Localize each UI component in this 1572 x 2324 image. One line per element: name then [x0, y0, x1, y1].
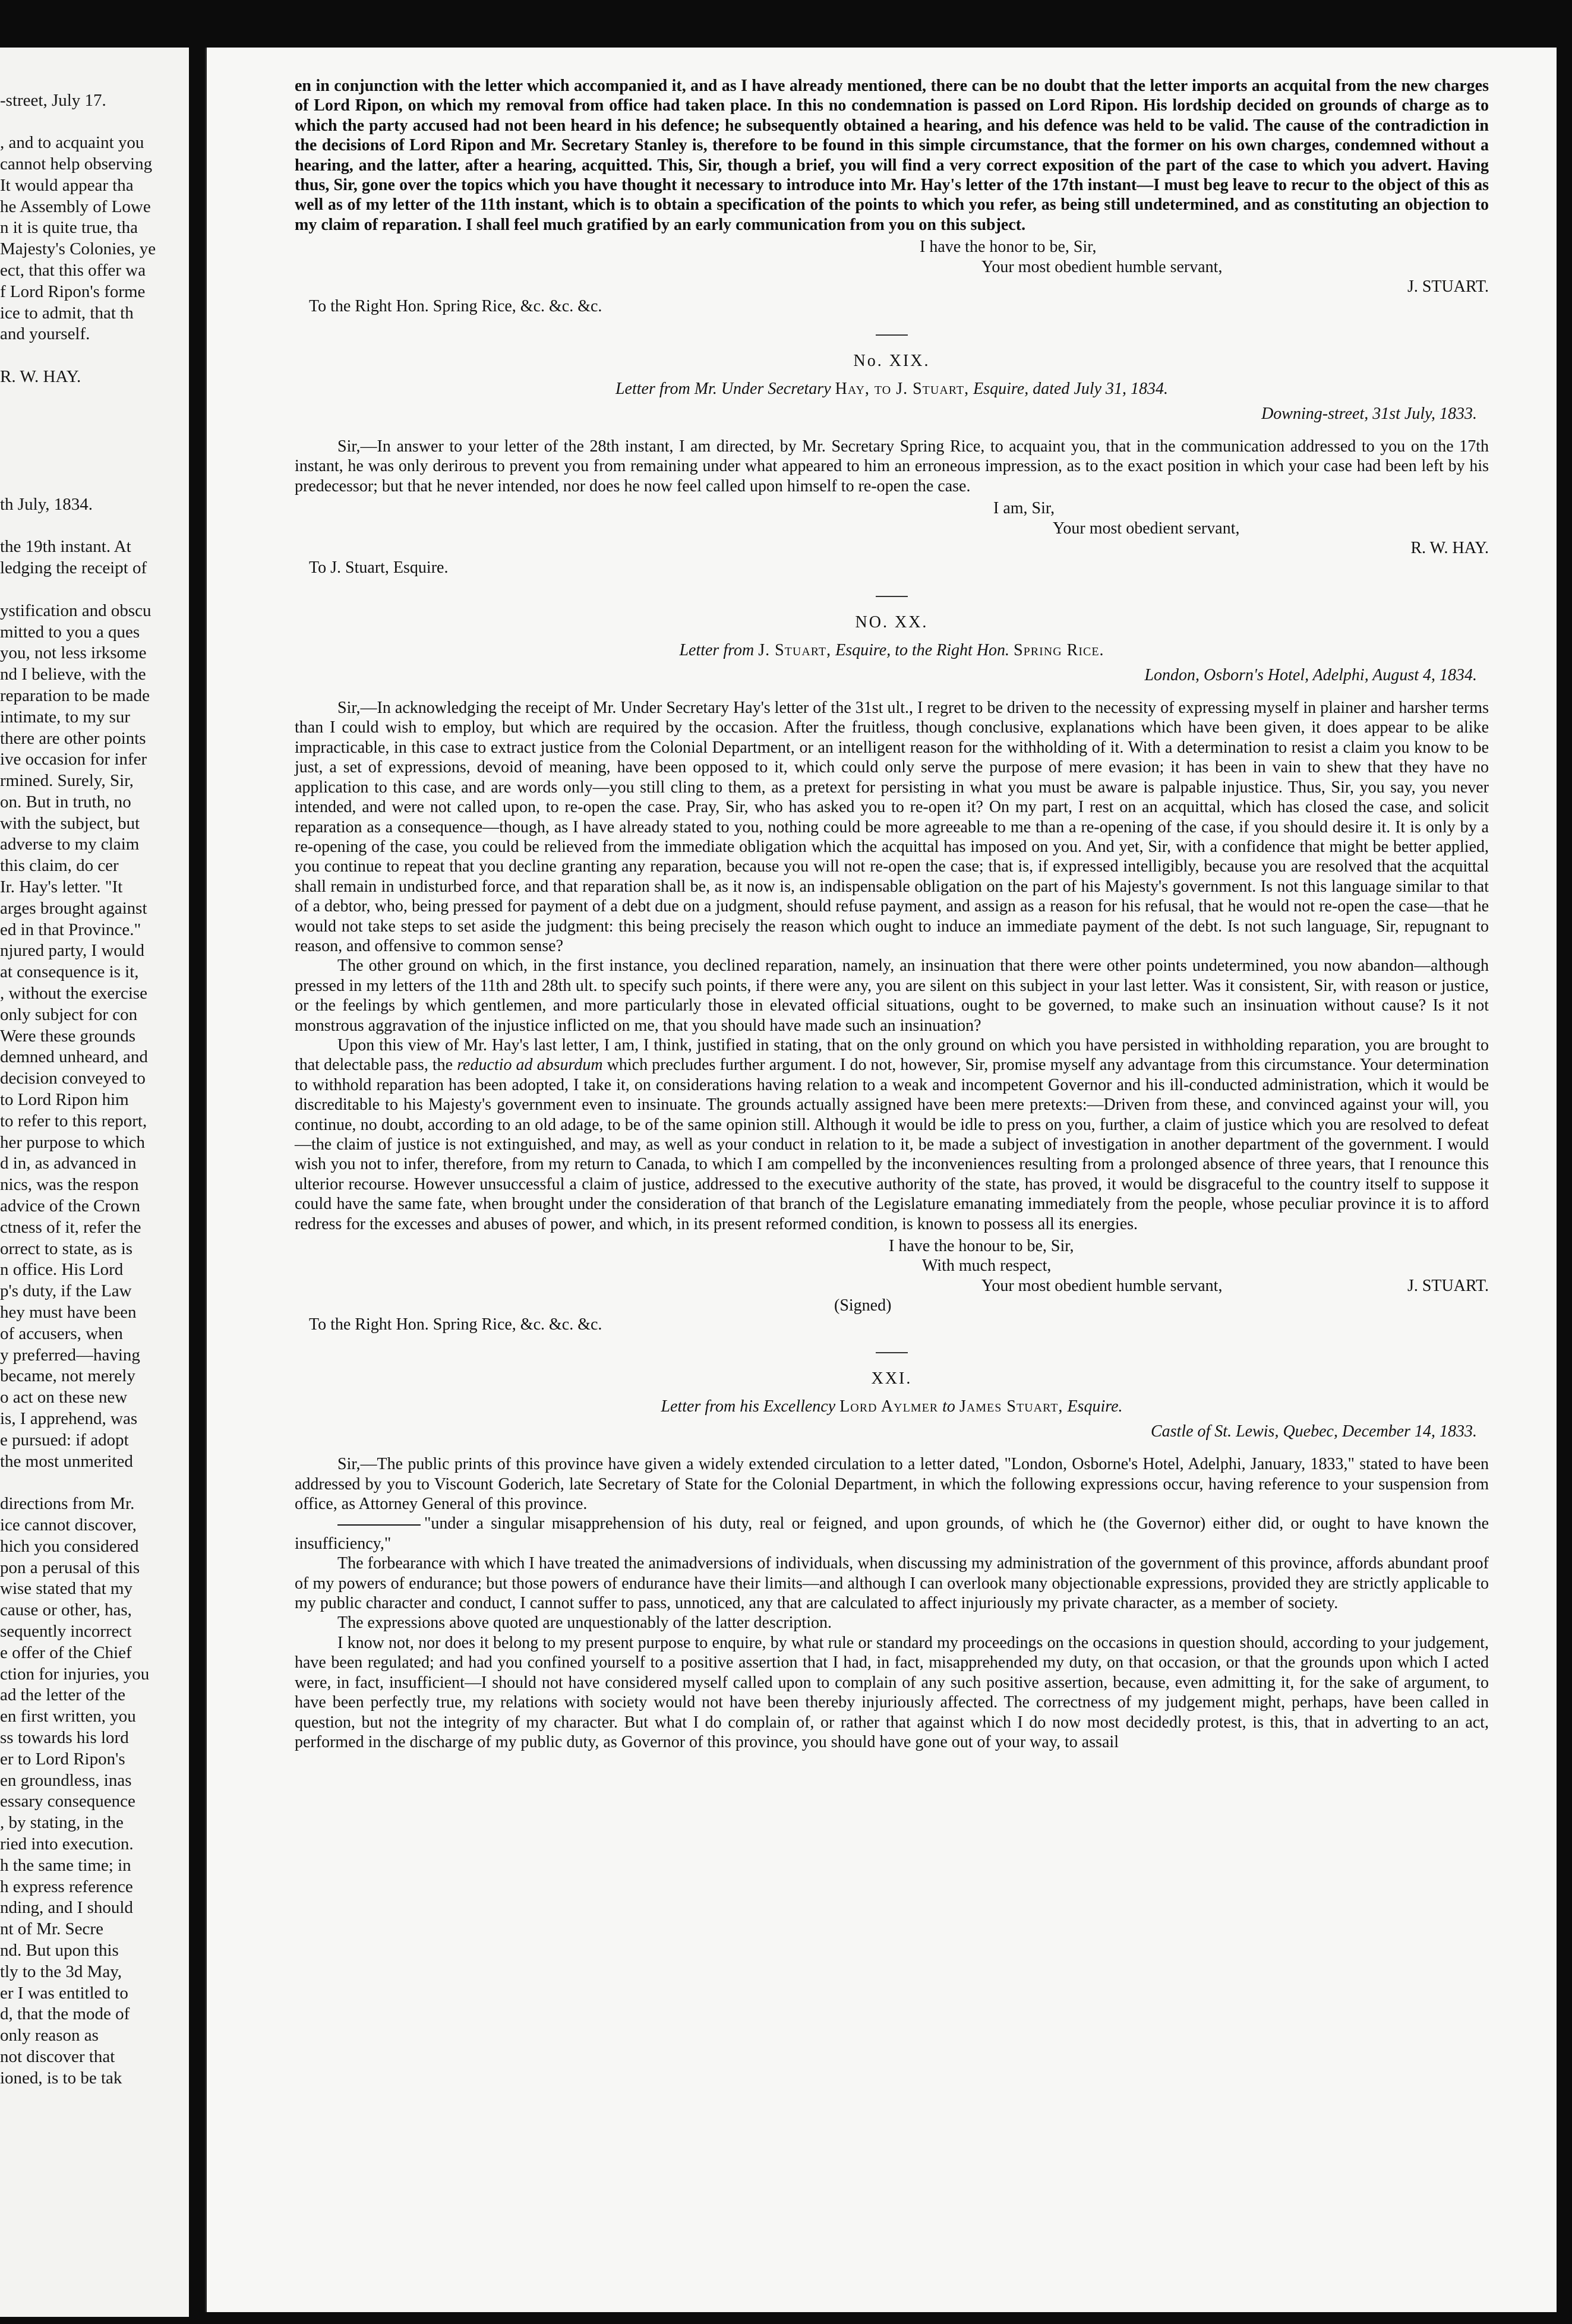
- facing-page-line: d in, as advanced in: [0, 1154, 137, 1173]
- facing-page-line: n it is quite true, tha: [0, 218, 138, 238]
- letter-paragraph: [295, 1514, 1489, 1553]
- letter-number: XXI.: [871, 1369, 913, 1388]
- closing-line: With much respect,: [922, 1256, 1052, 1275]
- facing-page-line: e pursued: if adopt: [0, 1430, 129, 1450]
- letter-number: NO. XX.: [855, 612, 929, 631]
- facing-page-line: cannot help observing: [0, 154, 153, 173]
- facing-page-line: [0, 473, 189, 494]
- letter-xx-closing: [295, 1236, 1489, 1316]
- facing-page-line: decision conveyed to: [0, 1069, 146, 1088]
- facing-page-line: nt of Mr. Secre: [0, 1919, 103, 1939]
- letter-xviii-closing: [295, 237, 1489, 296]
- facing-page-line: [0, 430, 189, 451]
- addressee: To the Right Hon. Spring Rice, &c. &c. &c.: [309, 297, 602, 316]
- facing-page-line: [0, 516, 189, 537]
- letter-number: No. XIX.: [853, 351, 930, 370]
- facing-page-line: nding, and I should: [0, 1898, 133, 1918]
- letter-heading: [295, 640, 1489, 660]
- facing-page-line: [0, 1472, 189, 1493]
- letter-xviii-final-paragraph: en in conjunction with the letter which accompanied it, and as I have already mentioned, there can be no doubt that the letter imports an acquital from the new charges of Lord Ripon, on which my removal from office had taken place. In this no condemnation is passed on Lord Ripon. His lordship decided on grounds of charge as to which the party accused had not been heard in his defence; he subsequently obtained a hearing, and his defence was held to be valid. The cause of the contradiction in the decisions of Lord Ripon and Mr. Secretary Stanley is, therefore to be found in this simple circumstance, that the former on his own charges, condemned without a hearing, and the latter, after a hearing, acquitted. This, Sir, though a brief, you will find a very correct exposition of the part of the case to which you advert. Having thus, Sir, gone over the topics which you have thought it necessary to introduce into Mr. Hay's letter of the 17th instant—I must beg leave to recur to the object of this as well as of my letter of the 11th instant, which is to obtain a specification of the points to which you refer, as being still undetermined, and as constituting an objection to my claim of reparation. I shall feel much gratified by an early communication from you on this subject.: [295, 77, 1489, 234]
- facing-page-line: rmined. Surely, Sir,: [0, 771, 134, 791]
- heading-names: Hay, to J. Stuart,: [835, 380, 970, 399]
- facing-page-line: , and to acquaint you: [0, 133, 144, 153]
- heading-text: Letter from his Excellency: [661, 1397, 836, 1416]
- letter-paragraph: Sir,—In acknowledging the receipt of Mr. Under Secretary Hay's letter of the 31st ult., I regret to be driven to the necessity of expressing myself in plainer and harsher terms than I could wish to employ, but which are required by the occasion. After the fruitless, though conclusive, explanations which have been given, it does appear to be alike impracticable, in this case to extract justice from the Colonial Department, or an intelligent reason for the withholding of it. With a determination to resist a claim you know to be just, a set of expressions, devoid of meaning, have been opposed to it, which could only serve the purpose of mere evasion; it has been in vain to shew that they have no application to this case, and are words only—you still cling to them, as a pretext for persisting in what you must be aware is palpable injustice. Thus, Sir, you say, you never intended, and were not called upon, to re-open the case. Pray, Sir, who has asked you to re-open it? On my part, I rest on an acquittal, which has closed the case, and solicit reparation as a consequence—though, as I have already stated to you, nothing could be more agreeable to me than a re-opening of the case, if you should desire it. It is only by a re-opening of the case, you could be relieved from the immediate obligation which the acquittal has imposed on you. And yet, Sir, with a confidence that might be better applied, you continue to repeat that you decline granting any reparation, because you will not re-open the case; that is, if expressed intelligibly, because you are resolved that the acquittal shall remain in undisturbed force, and that reparation shall be, as it now is, an indispensable obligation on the part of his Majesty's government. Is not this language similar to that of a debtor, who, being pressed for payment of a debt due on a judgment, should refuse payment, and assign as a reason for his refusal, that he would not re-open the case—that he would not take steps to set aside the judgment: this being precisely the reason which ought to induce an immediate payment of the debt. Is not such language, Sir, repugnant to reason, and offensive to common sense?: [295, 699, 1489, 955]
- facing-page-line: wise stated that my: [0, 1579, 133, 1599]
- facing-page-line: arges brought against: [0, 898, 147, 918]
- facing-page-line: cause or other, has,: [0, 1600, 132, 1620]
- facing-page-line: to refer to this report,: [0, 1111, 147, 1131]
- facing-page-line: p's duty, if the Law: [0, 1281, 132, 1301]
- facing-page-line: th July, 1834.: [0, 494, 93, 514]
- facing-page-line: [0, 579, 189, 601]
- facing-page-line: ad the letter of the: [0, 1685, 125, 1705]
- document-page: [205, 48, 1557, 2312]
- facing-page-line: en first written, you: [0, 1707, 136, 1726]
- letter-place-date: London, Osborn's Hotel, Adelphi, August 4, 1834.: [1144, 665, 1477, 684]
- facing-page-line: he Assembly of Lowe: [0, 197, 151, 216]
- facing-page-line: not discover that: [0, 2047, 115, 2066]
- facing-page-line: R. W. HAY.: [0, 367, 81, 386]
- section-divider: [876, 1352, 908, 1353]
- facing-page-line: on. But in truth, no: [0, 792, 131, 811]
- facing-page-line: hey must have been: [0, 1303, 137, 1322]
- facing-page-line: there are other points: [0, 728, 146, 748]
- heading-text: Letter from: [679, 641, 755, 660]
- facing-page-line: the 19th instant. At: [0, 537, 131, 557]
- facing-page-line: to Lord Ripon him: [0, 1090, 129, 1110]
- facing-page-text: [0, 48, 189, 2089]
- facing-page-line: advice of the Crown: [0, 1196, 140, 1216]
- facing-page-line: Majesty's Colonies, ye: [0, 239, 156, 259]
- signed-label: (Signed): [834, 1296, 892, 1315]
- facing-page-line: d, that the mode of: [0, 2004, 130, 2024]
- heading-names: J. Stuart,: [758, 641, 832, 660]
- facing-page-line: [0, 48, 189, 69]
- facing-page-line: ice cannot discover,: [0, 1515, 137, 1534]
- facing-page-line: you, not less irksome: [0, 643, 147, 663]
- closing-line: Your most obedient humble servant,: [981, 257, 1223, 276]
- facing-page-line: ctness of it, refer the: [0, 1217, 141, 1237]
- facing-page-line: mitted to you a ques: [0, 622, 140, 642]
- facing-page-line: became, not merely: [0, 1366, 135, 1386]
- letter-paragraph: Sir,—In answer to your letter of the 28th instant, I am directed, by Mr. Secretary Spring Rice, to acquaint you, that in the communication addressed to you on the 17th instant, he was only derirous to prevent you from remaining under what appeared to him an erroneous impression, as to the exact position in which your case had been left by his predecessor; but that he never intended, nor does he now feel called upon himself to re-open the case.: [295, 437, 1489, 495]
- facing-page-line: with the subject, but: [0, 813, 140, 833]
- facing-page-line: [0, 388, 189, 409]
- facing-page-line: nd. But upon this: [0, 1940, 119, 1960]
- facing-page-line: er I was entitled to: [0, 1983, 128, 2003]
- facing-page-line: is, I apprehend, was: [0, 1409, 138, 1428]
- letter-paragraph: The other ground on which, in the first instance, you declined reparation, namely, an insinuation that there were other points undetermined, you now abandon—although pressed in my letters of the 11th and 28th ult. to specify such points, if there were any, you are silent on this subject in your last letter. Was it consistent, Sir, with reason or justice, or the feelings by which gentlemen, and more particularly those in elevated official situations, ought to be governed, to make such an insinuation without cause? Is it not monstrous aggravation of the injustice inflicted on me, that you should have made such an insinuation?: [295, 956, 1489, 1035]
- facing-page-line: adverse to my claim: [0, 835, 140, 854]
- addressee: To J. Stuart, Esquire.: [309, 558, 449, 577]
- facing-page-line: ive occasion for infer: [0, 750, 147, 769]
- facing-page-line: intimate, to my sur: [0, 707, 131, 727]
- facing-page-line: this claim, do cer: [0, 856, 119, 876]
- facing-page-line: , without the exercise: [0, 984, 148, 1003]
- facing-page-line: njured party, I would: [0, 941, 144, 961]
- letter-paragraph: The expressions above quoted are unquestionably of the latter description.: [337, 1613, 832, 1633]
- letter-paragraph: The forbearance with which I have treated the animadversions of individuals, when discussing my administration of the government of this province, affords abundant proof of my powers of endurance; but those powers of endurance have their limits—and although I can overlook many objectionable expressions, provided they are strictly applicable to my public character and conduct, I cannot suffer to pass, unnoticed, any that are calculated to affect injuriously my private character, as a member of society.: [295, 1554, 1489, 1613]
- facing-page-line: demned unheard, and: [0, 1047, 148, 1067]
- facing-page-line: directions from Mr.: [0, 1494, 135, 1514]
- heading-text: to: [942, 1397, 955, 1416]
- facing-page-line: and yourself.: [0, 324, 90, 344]
- facing-page-line: reparation to be made: [0, 686, 150, 705]
- facing-page-line: Ir. Hay's letter. "It: [0, 877, 123, 897]
- facing-page-line: pon a perusal of this: [0, 1558, 140, 1577]
- facing-page-line: en groundless, inas: [0, 1770, 132, 1790]
- heading-text: Esquire.: [1067, 1397, 1123, 1416]
- facing-page-line: n office. His Lord: [0, 1260, 124, 1280]
- facing-page-line: ioned, is to be tak: [0, 2068, 122, 2088]
- letter-paragraph: Sir,—The public prints of this province have given a widely extended circulation to a letter dated, "London, Osborne's Hotel, Adelphi, January, 1833," stated to have been addressed by you to Viscount Goderich, late Secretary of State for the Colonial Department, in which the following expressions occur, having reference to your suspension from office, as Attorney General of this province.: [295, 1455, 1489, 1514]
- paragraph-text: which precludes further argument. I do not, however, Sir, promise myself any advantage from this circumstance. Your determination to withhold reparation has been adopted, I take it, on considerations having relation to a weak and incompetent Governor and his ill-conducted administration, which it would be discreditable to his Majesty's government even to insinuate. The grounds actually assigned have been mere pretexts:—Driven from these, and convinced against your will, you continue, no doubt, according to an old adage, to be of the same opinion still. Although it would be idle to press on you, further, a claim of justice which you are resolved to defeat—the claim of justice is not extinguished, and may, as well as your conduct in relation to it, be made a subject of investigation in another department of the government. I would wish you not to infer, therefore, from my return to Canada, to which I am compelled by the inconveniences resulting from a prolonged absence of three years, that I renounce this ulterior recourse. However unsuccessful a claim of justice, addressed to the executive authority of the state, has proved, it would be disgraceful to the country itself to suppose it could have the same fate, when brought under the consideration of that branch of the Legislature emanating immediately from the people, whose peculiar province it is to afford redress for the excesses and abuses of power, and which, in its present reformed condition, is known to possess all its energies.: [295, 1056, 1489, 1233]
- letter-heading: [295, 1397, 1489, 1416]
- facing-page-line: the most unmerited: [0, 1451, 133, 1471]
- letter-xix-closing: [295, 498, 1489, 558]
- section-divider: [876, 334, 908, 336]
- signature: R. W. HAY.: [1410, 539, 1489, 558]
- closing-line: Your most obedient humble servant,: [981, 1276, 1223, 1295]
- facing-page-line: e offer of the Chief: [0, 1643, 132, 1662]
- addressee: To the Right Hon. Spring Rice, &c. &c. &c.: [309, 1315, 602, 1334]
- facing-page-line: ried into execution.: [0, 1834, 134, 1853]
- facing-page-line: essary consequence: [0, 1792, 135, 1811]
- facing-page-line: ss towards his lord: [0, 1728, 129, 1747]
- facing-page-line: of accusers, when: [0, 1324, 123, 1343]
- latin-phrase: reductio ad absurdum: [457, 1056, 603, 1075]
- facing-page-line: ystification and obscu: [0, 601, 151, 620]
- closing-line: I am, Sir,: [993, 499, 1055, 518]
- paragraph-text: Upon this view of Mr. Hay's last letter, I am, I think, justified in stating, that on the only ground on which you have persisted in withholding reparation, you are brought to that delectable pass, the: [295, 1035, 1489, 1075]
- facing-page-line: ction for injuries, you: [0, 1664, 150, 1684]
- facing-page-line: her purpose to which: [0, 1132, 146, 1152]
- facing-page-line: h the same time; in: [0, 1855, 131, 1875]
- quoted-expression: "under a singular misapprehension of his duty, real or feigned, and upon grounds, of which he (the Governor) either did, or ought to have known the insufficiency,": [295, 1514, 1489, 1553]
- section-divider: [876, 596, 908, 597]
- facing-page-line: [0, 409, 189, 431]
- facing-page-line: nics, was the respon: [0, 1175, 139, 1195]
- facing-page-line: ledging the receipt of: [0, 558, 147, 578]
- letter-place-date: Castle of St. Lewis, Quebec, December 14, 1833.: [1150, 1422, 1477, 1441]
- facing-page-line: [0, 111, 189, 132]
- facing-page-line: , by stating, in the: [0, 1813, 124, 1833]
- facing-page-line: [0, 345, 189, 367]
- facing-page-line: o act on these new: [0, 1388, 128, 1407]
- heading-names: Spring Rice.: [1014, 641, 1104, 660]
- facing-page-line: ice to admit, that th: [0, 303, 134, 323]
- quotation-dash: [337, 1524, 421, 1526]
- facing-page-line: y preferred—having: [0, 1345, 140, 1365]
- closing-line: Your most obedient servant,: [1053, 519, 1240, 538]
- facing-page-line: nd I believe, with the: [0, 665, 146, 684]
- facing-page-line: h express reference: [0, 1877, 133, 1896]
- heading-text: Esquire, dated July 31, 1834.: [973, 380, 1169, 399]
- facing-page-line: It would appear tha: [0, 175, 134, 195]
- letter-place-date: Downing-street, 31st July, 1833.: [1261, 404, 1477, 423]
- facing-page-line: Were these grounds: [0, 1026, 135, 1046]
- signature: J. STUART.: [1407, 1277, 1489, 1296]
- heading-text: Esquire, to the Right Hon.: [835, 641, 1010, 660]
- closing-line: I have the honor to be, Sir,: [920, 238, 1097, 257]
- closing-line: I have the honour to be, Sir,: [889, 1237, 1074, 1256]
- facing-page-line: sequently incorrect: [0, 1621, 132, 1641]
- page-content: [295, 76, 1489, 1752]
- letter-paragraph: I know not, nor does it belong to my present purpose to enquire, by what rule or standard my proceedings on the occasions in question should, according to your judgement, have been regulated; and had you confined yourself to a positive assertion that I had, in fact, misapprehended my duty, on that occasion, or that the grounds upon which I acted were, in fact, insufficient—I should not have considered myself called upon to complain of any such positive assertion, because, even admitting it, for the sake of argument, to have been perfectly true, my relations with society would not have been thereby injuriously affected. The correctness of my judgement might, perhaps, have been called in question, but not the integrity of my character. But what I do complain of, or rather that against which I do now most decidedly protest, is this, that in adverting to an act, performed in the discharge of my public duty, as Governor of this province, you should have gone out of your way, to assail: [295, 1633, 1489, 1751]
- facing-page-line: ed in that Province.": [0, 920, 141, 939]
- letter-heading: [295, 379, 1489, 399]
- heading-text: Letter from Mr. Under Secretary: [615, 380, 831, 399]
- facing-page-line: f Lord Ripon's forme: [0, 282, 146, 301]
- facing-page-line: only reason as: [0, 2026, 99, 2045]
- facing-page-line: ect, that this offer wa: [0, 260, 146, 280]
- letter-paragraph: [295, 1035, 1489, 1234]
- facing-page-line: -street, July 17.: [0, 90, 106, 110]
- facing-page-line: er to Lord Ripon's: [0, 1749, 125, 1769]
- facing-page-line: hich you considered: [0, 1536, 139, 1556]
- facing-page-line: [0, 69, 189, 90]
- facing-page-line: [0, 451, 189, 473]
- facing-page-line: orrect to state, as is: [0, 1239, 133, 1258]
- signature: J. STUART.: [1407, 277, 1489, 296]
- facing-page-line: tly to the 3d May,: [0, 1962, 122, 1981]
- heading-names: Lord Aylmer: [839, 1397, 939, 1416]
- facing-page-line: at consequence is it,: [0, 962, 139, 982]
- facing-page-fragment: [0, 48, 189, 2317]
- facing-page-line: only subject for con: [0, 1005, 138, 1024]
- heading-names: James Stuart,: [959, 1397, 1063, 1416]
